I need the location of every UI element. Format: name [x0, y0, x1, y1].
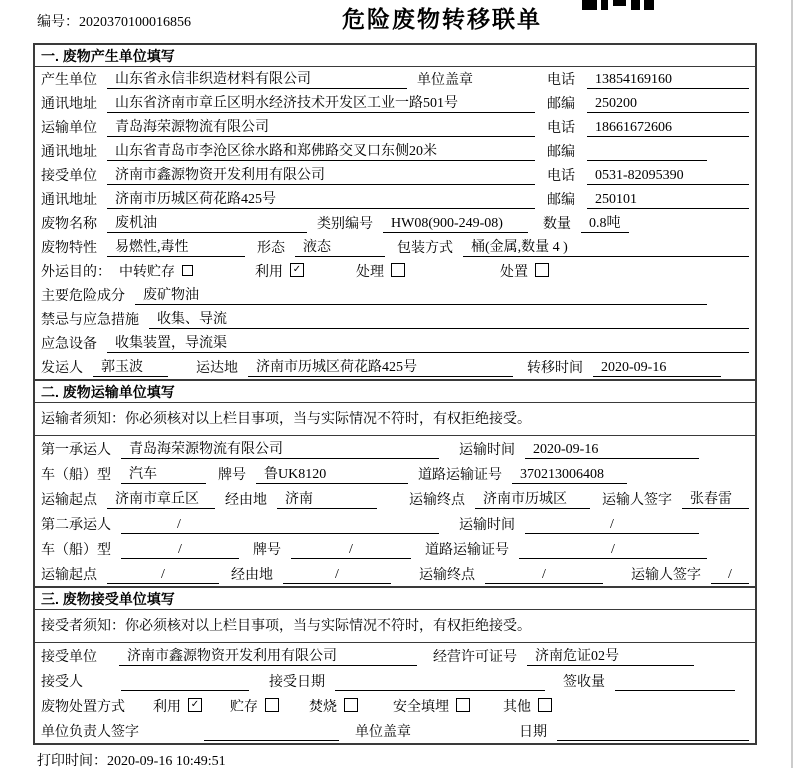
waste-category-field: HW08(900-249-08)	[383, 216, 528, 233]
serial-label: 编号：	[37, 15, 79, 30]
accept-date-field	[335, 690, 545, 691]
carrier1-label: 第一承运人	[41, 443, 111, 458]
receiver-address-field: 济南市历城区荷花路425号	[107, 188, 535, 209]
waste-qty-field: 0.8吨	[581, 212, 629, 233]
disposal-label: 废物处置方式	[41, 700, 125, 715]
responsible-sign-field	[204, 740, 339, 741]
route2-end-label: 运输终点	[419, 568, 475, 583]
disposal-option-incinerate-label: 焚烧	[309, 700, 337, 715]
route1-via-label: 经由地	[225, 493, 267, 508]
row-producer	[35, 67, 755, 91]
transporter-zip-label: 邮编	[547, 145, 575, 160]
hazard-field: 废矿物油	[135, 284, 707, 305]
route1-start-label: 运输起点	[41, 493, 97, 508]
section-receiver	[35, 586, 755, 743]
transporter-label: 运输单位	[41, 121, 97, 136]
waste-form-label: 形态	[257, 241, 285, 256]
transporter-name-field: 青岛海荣源物流有限公司	[107, 116, 535, 137]
transporter-address-field: 山东省青岛市李沧区徐水路和郑佛路交叉口东侧20米	[107, 140, 535, 161]
row-purpose	[35, 259, 755, 283]
purpose-label: 外运目的：	[41, 265, 111, 280]
disposal-option-incinerate	[309, 696, 358, 716]
print-time-label: 打印时间：	[37, 754, 107, 769]
accept-unit-field: 济南市鑫源物资开发利用有限公司	[119, 645, 417, 666]
packaging-label: 包装方式	[397, 241, 453, 256]
purpose-option-treat	[356, 261, 405, 281]
recipient-label: 接受人	[41, 675, 83, 690]
route1-sign-field: 张春雷	[682, 488, 749, 509]
producer-address-field: 山东省济南市章丘区明水经济技术开发区工业一路501号	[107, 92, 535, 113]
row-recipient	[35, 668, 755, 693]
row-waste-name	[35, 211, 755, 235]
equipment-field: 收集装置，导流渠	[107, 332, 749, 353]
route1-via-field: 济南	[277, 488, 377, 509]
row-producer-address	[35, 91, 755, 115]
section-transport	[35, 379, 755, 586]
row-transporter	[35, 115, 755, 139]
route1-sign-label: 运输人签字	[602, 493, 672, 508]
vehicle2-permit-field: /	[519, 542, 707, 559]
route2-sign-field: /	[711, 567, 749, 584]
waste-name-field: 废机油	[107, 212, 307, 233]
purpose-option-use	[255, 261, 304, 281]
producer-phone-field: 13854169160	[587, 72, 749, 89]
section-receiver-title: 三. 废物接受单位填写	[35, 588, 755, 610]
row-waste-props	[35, 235, 755, 259]
route2-start-field: /	[107, 567, 219, 584]
section-producer	[35, 45, 755, 379]
license-label: 经营许可证号	[433, 650, 517, 665]
disposal-landfill-checkbox	[456, 698, 470, 712]
sign-date-label: 日期	[519, 725, 547, 740]
received-qty-field	[615, 690, 735, 691]
disposal-option-store-label: 贮存	[230, 700, 258, 715]
row-receiver-address	[35, 187, 755, 211]
accept-unit-label: 接受单位	[41, 650, 97, 665]
page-title: 危险废物转移联单	[342, 6, 542, 32]
purpose-option-dispose	[500, 261, 549, 281]
row-receiver	[35, 163, 755, 187]
vehicle1-plate-field: 鲁UK8120	[256, 463, 408, 484]
producer-seal-label: 单位盖章	[417, 73, 473, 88]
producer-zip-label: 邮编	[547, 97, 575, 112]
packaging-field: 桶(金属,数量 4 )	[463, 236, 749, 257]
vehicle2-type-label: 车（船）型	[41, 543, 111, 558]
sign-date-field	[557, 740, 749, 741]
disposal-other-checkbox	[538, 698, 552, 712]
license-field: 济南危证02号	[527, 645, 694, 666]
transfer-time-field: 2020-09-16	[593, 360, 721, 377]
carrier2-time-field: /	[525, 517, 699, 534]
row-route1	[35, 486, 755, 511]
carrier1-time-label: 运输时间	[459, 443, 515, 458]
row-route2	[35, 561, 755, 586]
shipper-name-field: 郭玉波	[93, 356, 168, 377]
equipment-label: 应急设备	[41, 337, 97, 352]
disposal-option-use-label: 利用	[153, 700, 181, 715]
destination-label: 运达地	[196, 361, 238, 376]
transfer-manifest-form	[33, 43, 757, 745]
disposal-option-landfill	[393, 696, 470, 716]
row-vehicle2	[35, 536, 755, 561]
disposal-option-other	[503, 696, 552, 716]
disposal-incinerate-checkbox	[344, 698, 358, 712]
row-accept-unit	[35, 643, 755, 668]
page-edge-line	[791, 0, 793, 768]
transporter-zip-field	[587, 160, 707, 161]
purpose-use-checkbox: ✓	[290, 263, 304, 277]
transfer-time-label: 转移时间	[527, 361, 583, 376]
producer-address-label: 通讯地址	[41, 97, 97, 112]
vehicle1-permit-label: 道路运输证号	[418, 468, 502, 483]
disposal-option-other-label: 其他	[503, 700, 531, 715]
receiver-phone-label: 电话	[547, 169, 575, 184]
route2-end-field: /	[485, 567, 603, 584]
carrier1-name-field: 青岛海荣源物流有限公司	[121, 438, 439, 459]
vehicle2-type-field: /	[121, 542, 239, 559]
unit-seal-label: 单位盖章	[355, 725, 411, 740]
row-hazard	[35, 283, 755, 307]
vehicle2-permit-label: 道路运输证号	[425, 543, 509, 558]
waste-form-field: 液态	[295, 236, 385, 257]
hazard-label: 主要危险成分	[41, 289, 125, 304]
transporter-phone-label: 电话	[547, 121, 575, 136]
row-responsible-sign	[35, 718, 755, 743]
receiver-notice: 接受者须知：你必须核对以上栏目事项，当与实际情况不符时，有权拒绝接受。	[35, 610, 755, 643]
serial-number: 2020370100016856	[79, 15, 191, 30]
waste-category-label: 类别编号	[317, 217, 373, 232]
purpose-option-transfer	[119, 261, 193, 281]
vehicle1-plate-label: 牌号	[218, 468, 246, 483]
vehicle1-permit-field: 370213006408	[512, 467, 627, 484]
receiver-label: 接受单位	[41, 169, 97, 184]
purpose-transfer-checkbox	[182, 265, 193, 276]
disposal-option-store	[230, 696, 279, 716]
accept-date-label: 接受日期	[269, 675, 325, 690]
row-carrier2	[35, 511, 755, 536]
print-time	[37, 750, 226, 770]
shipper-label: 发运人	[41, 361, 83, 376]
transporter-phone-field: 18661672606	[587, 120, 749, 137]
purpose-option-transfer-label: 中转贮存	[119, 265, 175, 280]
row-measures	[35, 307, 755, 331]
vehicle2-plate-field: /	[291, 542, 411, 559]
responsible-sign-label: 单位负责人签字	[41, 725, 139, 740]
row-vehicle1	[35, 461, 755, 486]
carrier2-time-label: 运输时间	[459, 518, 515, 533]
route2-start-label: 运输起点	[41, 568, 97, 583]
waste-props-field: 易燃性,毒性	[107, 236, 245, 257]
receiver-name-field: 济南市鑫源物资开发利用有限公司	[107, 164, 535, 185]
carrier2-label: 第二承运人	[41, 518, 111, 533]
transporter-address-label: 通讯地址	[41, 145, 97, 160]
purpose-option-dispose-label: 处置	[500, 265, 528, 280]
print-time-value: 2020-09-16 10:49:51	[107, 754, 226, 769]
producer-phone-label: 电话	[547, 73, 575, 88]
vehicle1-type-label: 车（船）型	[41, 468, 111, 483]
purpose-option-use-label: 利用	[255, 265, 283, 280]
waste-props-label: 废物特性	[41, 241, 97, 256]
destination-field: 济南市历城区荷花路425号	[248, 356, 513, 377]
route1-end-field: 济南市历城区	[475, 488, 590, 509]
row-equipment	[35, 331, 755, 355]
row-shipper	[35, 355, 755, 379]
route1-end-label: 运输终点	[409, 493, 465, 508]
route2-via-field: /	[283, 567, 391, 584]
producer-label: 产生单位	[41, 73, 97, 88]
producer-name-field: 山东省永信非织造材料有限公司	[107, 68, 407, 89]
disposal-store-checkbox	[265, 698, 279, 712]
purpose-option-treat-label: 处理	[356, 265, 384, 280]
waste-qty-label: 数量	[543, 217, 571, 232]
producer-zip-field: 250200	[587, 96, 749, 113]
row-transporter-address	[35, 139, 755, 163]
section-producer-title: 一. 废物产生单位填写	[35, 45, 755, 67]
qr-code-fragment-icon	[582, 0, 654, 10]
disposal-use-checkbox: ✓	[188, 698, 202, 712]
row-disposal	[35, 693, 755, 718]
recipient-name-field	[121, 690, 249, 691]
receiver-zip-field: 250101	[587, 192, 749, 209]
route2-via-label: 经由地	[231, 568, 273, 583]
section-transport-title: 二. 废物运输单位填写	[35, 381, 755, 403]
measures-field: 收集、导流	[149, 308, 749, 329]
purpose-dispose-checkbox	[535, 263, 549, 277]
vehicle2-plate-label: 牌号	[253, 543, 281, 558]
row-carrier1	[35, 436, 755, 461]
carrier1-time-field: 2020-09-16	[525, 442, 699, 459]
receiver-zip-label: 邮编	[547, 193, 575, 208]
disposal-option-landfill-label: 安全填埋	[393, 700, 449, 715]
receiver-phone-field: 0531-82095390	[587, 168, 749, 185]
route1-start-field: 济南市章丘区	[107, 488, 215, 509]
receiver-address-label: 通讯地址	[41, 193, 97, 208]
transport-notice: 运输者须知：你必须核对以上栏目事项，当与实际情况不符时，有权拒绝接受。	[35, 403, 755, 436]
vehicle1-type-field: 汽车	[121, 463, 206, 484]
route2-sign-label: 运输人签字	[631, 568, 701, 583]
disposal-option-use	[153, 696, 202, 716]
received-qty-label: 签收量	[563, 675, 605, 690]
waste-name-label: 废物名称	[41, 217, 97, 232]
carrier2-name-field: /	[121, 517, 439, 534]
purpose-treat-checkbox	[391, 263, 405, 277]
measures-label: 禁忌与应急措施	[41, 313, 139, 328]
